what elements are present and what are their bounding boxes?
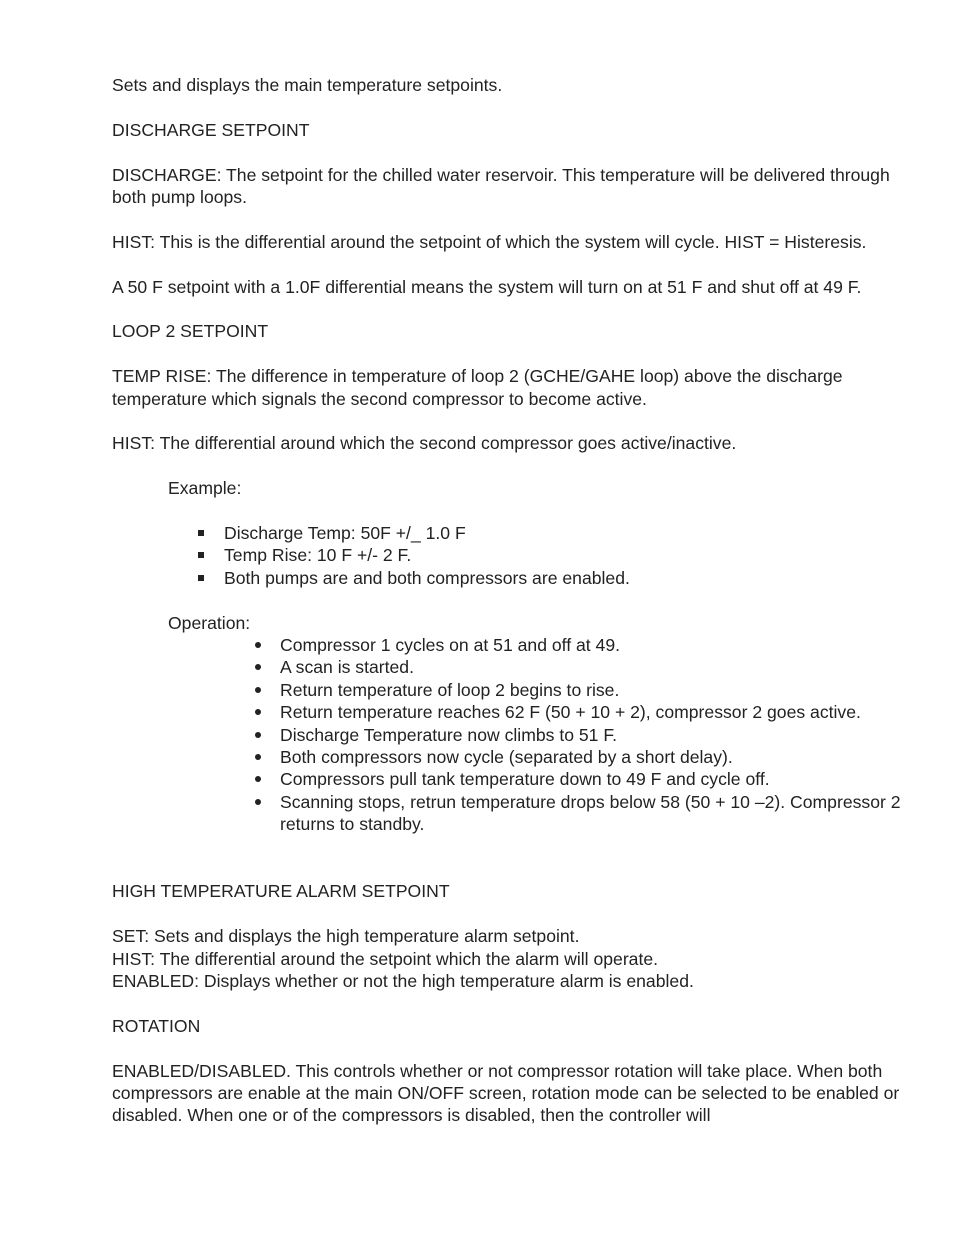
alarm-enabled-description: ENABLED: Displays whether or not the high temperature alarm is enabled.: [112, 971, 694, 992]
rotation-description: ENABLED/DISABLED. This controls whether or not compressor rotation will take place. When both compressors are enable at the main ON/OFF screen, rotation mode can be selected to be enabled or disabled. When one or of the compressors is disabled, then the controller will: [112, 1060, 900, 1126]
operation-list: [112, 634, 902, 836]
intro-text: Sets and displays the main temperature setpoints.: [112, 75, 503, 95]
list-item: Scanning stops, retrun temperature drops below 58 (50 + 10 –2). Compressor 2 returns to standby.: [280, 791, 901, 835]
alarm-set-description: SET: Sets and displays the high temperature alarm setpoint.: [112, 926, 580, 947]
rotation-heading: ROTATION: [112, 1015, 201, 1036]
list-item: A scan is started.: [280, 656, 902, 678]
example-list: [112, 522, 902, 589]
alarm-hist-description: HIST: The differential around the setpoint which the alarm will operate.: [112, 948, 659, 969]
list-item: Both pumps are and both compressors are enabled.: [224, 567, 902, 589]
list-item: Both compressors now cycle (separated by a short delay).: [280, 746, 902, 768]
list-item: Discharge Temp: 50F +/_ 1.0 F: [224, 522, 902, 544]
list-item: Temp Rise: 10 F +/- 2 F.: [224, 544, 902, 566]
document-page: [112, 74, 902, 1127]
discharge-example-text: A 50 F setpoint with a 1.0F differential means the system will turn on at 51 F and shut off at 49 F.: [112, 276, 862, 297]
list-item: Return temperature reaches 62 F (50 + 10 + 2), compressor 2 goes active.: [280, 701, 902, 723]
discharge-description: DISCHARGE: The setpoint for the chilled water reservoir. This temperature will be delivered through both pump loops.: [112, 164, 890, 207]
loop2-heading: LOOP 2 SETPOINT: [112, 321, 269, 342]
list-item: Discharge Temperature now climbs to 51 F.: [280, 724, 902, 746]
loop2-temp-rise-description: TEMP RISE: The difference in temperature of loop 2 (GCHE/GAHE loop) above the discharge temperature which signals the second compressor to become active.: [112, 366, 843, 409]
operation-label: Operation:: [168, 612, 251, 633]
loop2-hist-description: HIST: The differential around which the second compressor goes active/inactive.: [112, 433, 737, 454]
list-item: Return temperature of loop 2 begins to rise.: [280, 679, 902, 701]
discharge-hist-description: HIST: This is the differential around the setpoint of which the system will cycle. HIST = Histeresis.: [112, 231, 867, 252]
alarm-heading: HIGH TEMPERATURE ALARM SETPOINT: [112, 881, 450, 902]
discharge-heading: DISCHARGE SETPOINT: [112, 119, 310, 140]
list-item: Compressor 1 cycles on at 51 and off at 49.: [280, 634, 902, 656]
list-item: Compressors pull tank temperature down to 49 F and cycle off.: [280, 768, 902, 790]
example-label: Example:: [168, 478, 242, 499]
